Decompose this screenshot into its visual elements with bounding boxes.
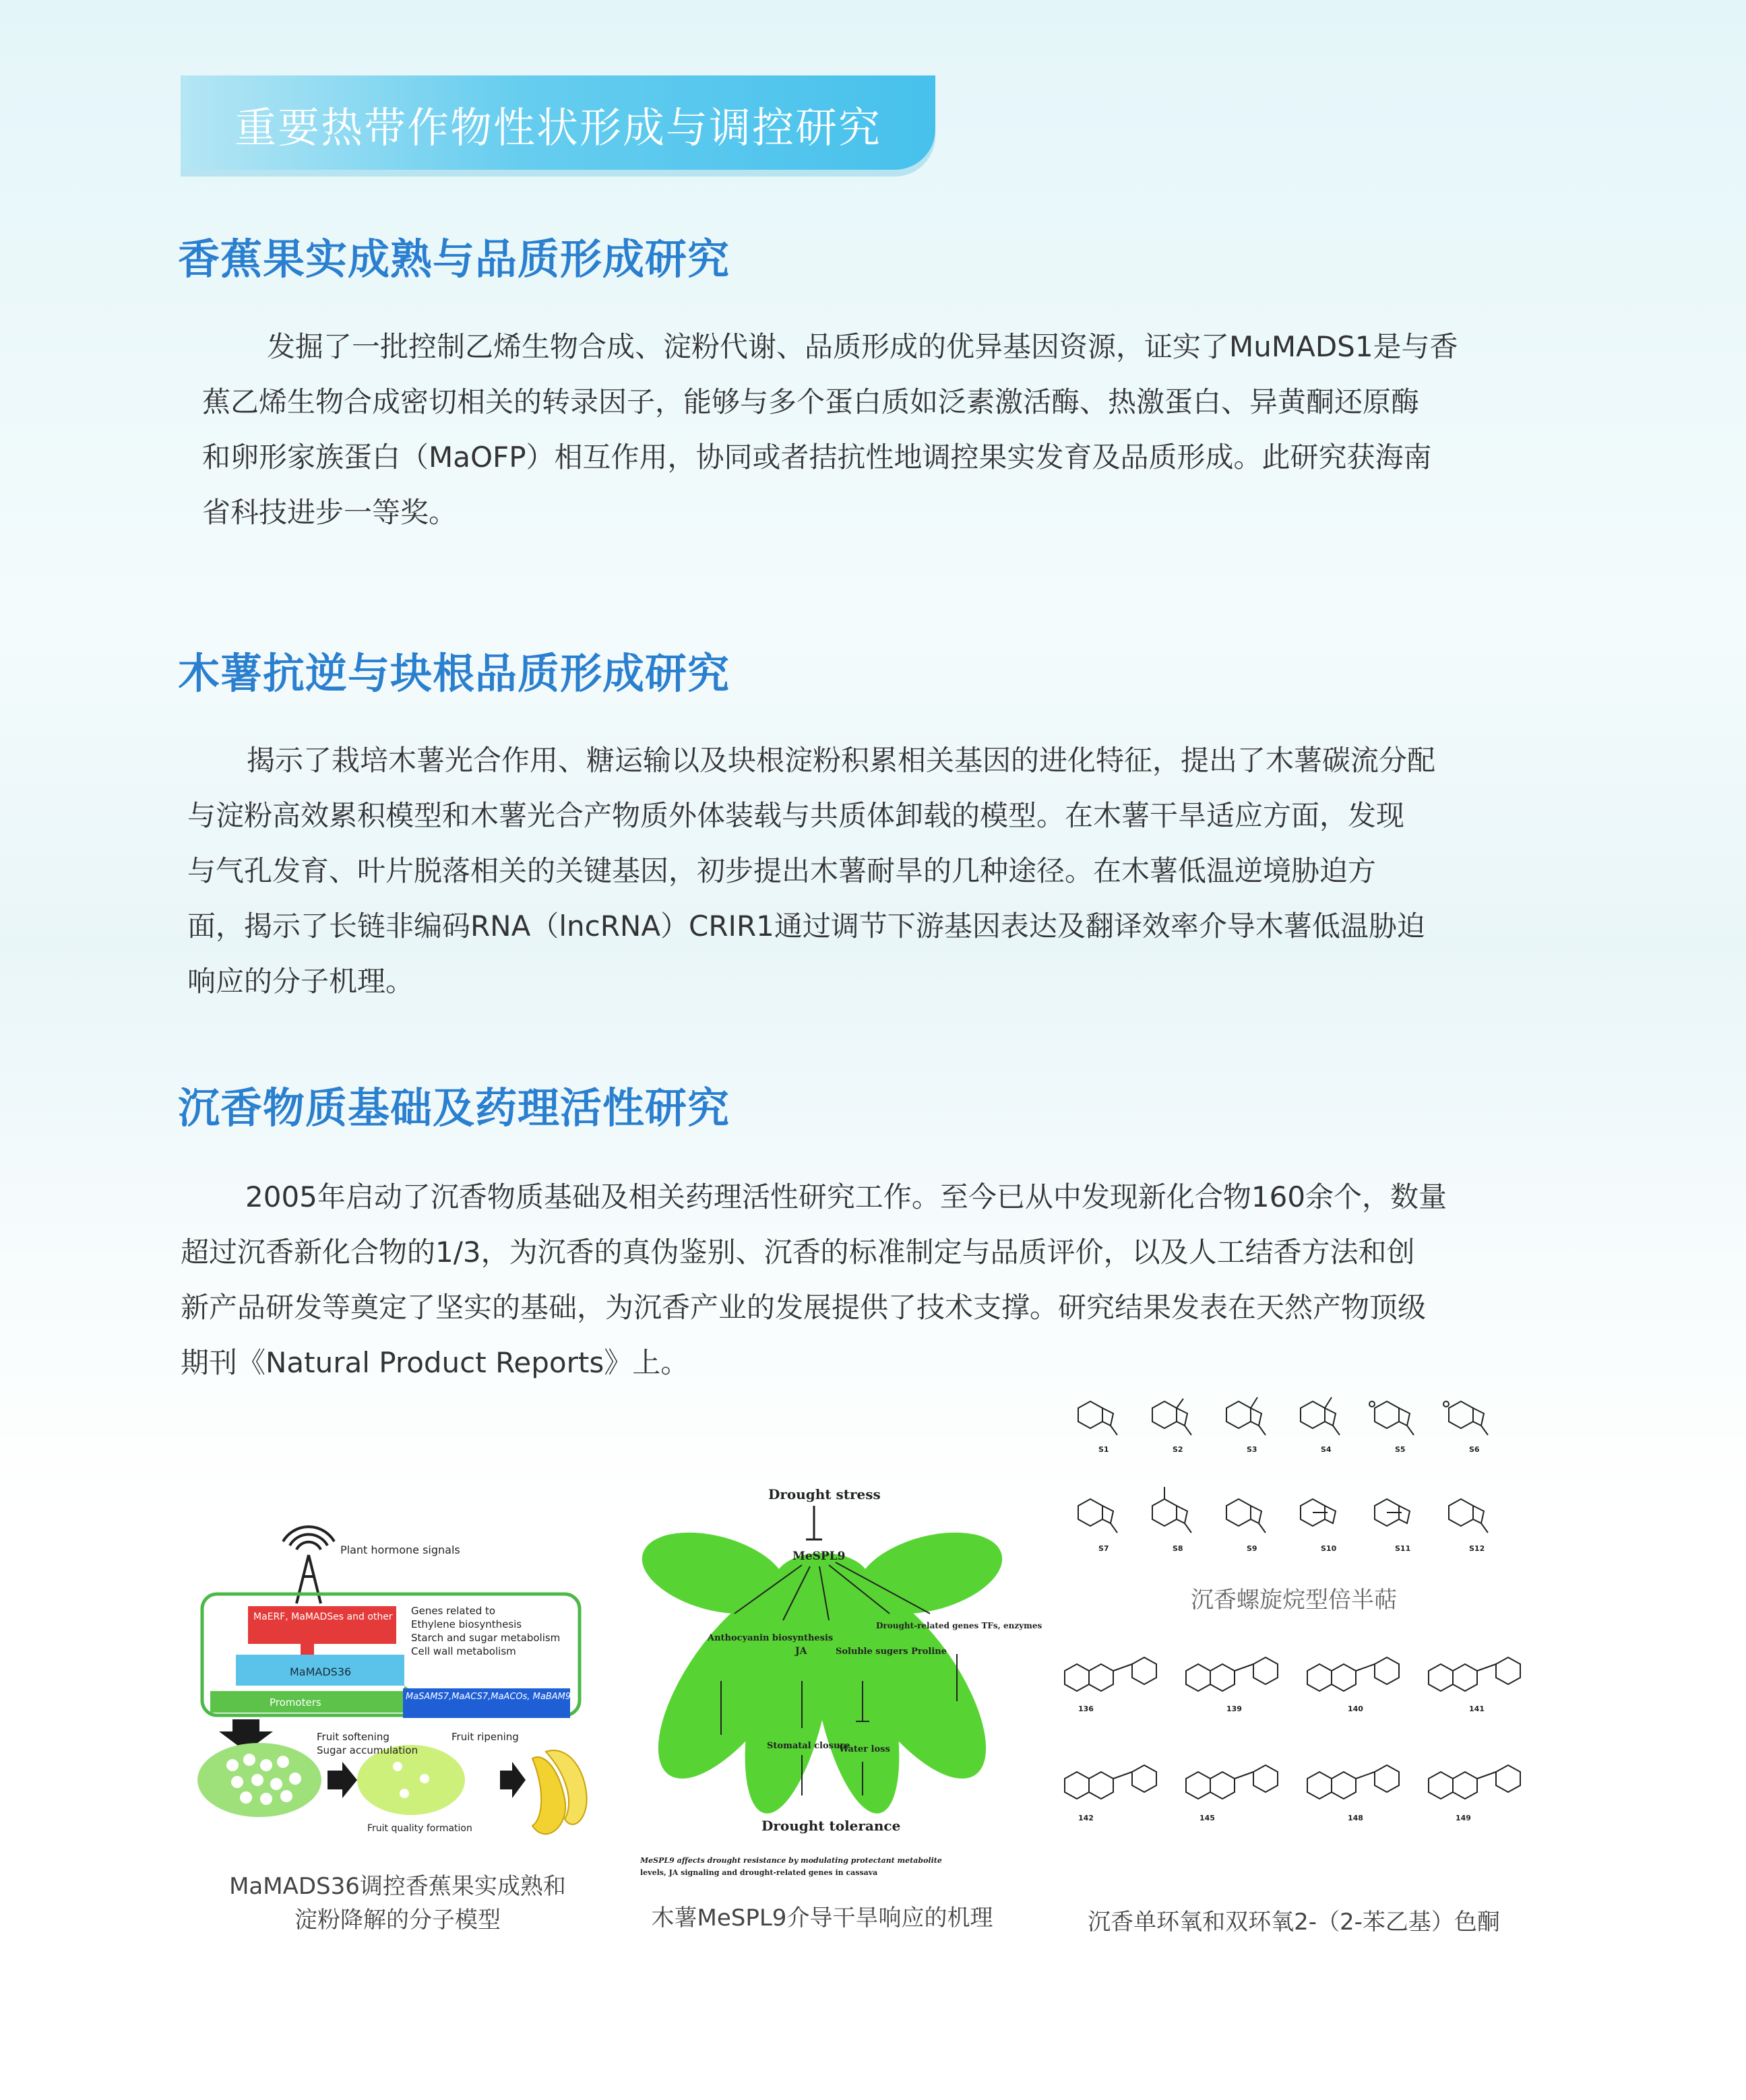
chromone-structures-figure <box>1051 1644 1536 1859</box>
structure-label: S1 <box>1098 1445 1109 1454</box>
banner-title: 重要热带作物性状形成与调控研究 <box>235 103 882 152</box>
gene-list: MaSAMS7,MaACS7,MaACOs, MaBAM9b, MaINVI, MaPG, etc. <box>406 1692 666 1702</box>
paragraph-line: 面，揭示了长链非编码RNA（lncRNA）CRIR1通过调节下游基因表达及翻译效率介导木薯低温胁迫 <box>187 910 1425 943</box>
signal-antenna-icon <box>283 1527 334 1603</box>
ripening-label: Fruit ripening <box>451 1731 519 1743</box>
heading-agarwood: 沉香物质基础及药理活性研究 <box>178 1083 730 1133</box>
sesquiterpene-structures-figure <box>1058 1374 1530 1570</box>
chromone-label: 142 <box>1078 1814 1094 1822</box>
caption-line: 淀粉降解的分子模型 <box>294 1907 501 1934</box>
paragraph-line: 蕉乙烯生物合成密切相关的转录因子，能够与多个蛋白质如泛素激活酶、热激蛋白、异黄酮还原酶 <box>202 385 1420 418</box>
sesquiterpene-caption: 沉香螺旋烷型倍半萜 <box>1191 1587 1397 1614</box>
stomatal-label: Stomatal closure <box>767 1741 850 1751</box>
paragraph-line: 响应的分子机理。 <box>187 965 414 998</box>
paragraph-line: 新产品研发等奠定了坚实的基础，为沉香产业的发展提供了技术支撑。研究结果发表在天然产物顶级 <box>181 1291 1427 1324</box>
sugar-label: Sugar accumulation <box>317 1744 418 1756</box>
heading-banana: 香蕉果实成熟与品质形成研究 <box>178 234 730 284</box>
promoters-label: Promoters <box>270 1696 321 1709</box>
genes-item: Starch and sugar metabolism <box>411 1632 561 1644</box>
drought-genes-label: Drought-related genes TFs, enzymes <box>876 1621 1042 1630</box>
structure-label: S12 <box>1469 1544 1485 1553</box>
chromone-label: 139 <box>1226 1705 1242 1713</box>
structure-label: S3 <box>1247 1445 1257 1454</box>
structure-label: S9 <box>1247 1544 1257 1553</box>
red-box-label: MaERF, MaMADSes and other proteins <box>253 1612 435 1622</box>
chromone-label: 140 <box>1348 1705 1363 1713</box>
paragraph-line: 2005年启动了沉香物质基础及相关药理活性研究工作。至今已从中发现新化合物160余个，数量 <box>245 1180 1447 1213</box>
structure-labels <box>1098 1445 1485 1553</box>
anthocyanin-label: Anthocyanin biosynthesis <box>708 1633 834 1643</box>
signal-label: Plant hormone signals <box>340 1544 460 1556</box>
paragraph-line: 省科技进步一等奖。 <box>202 496 458 529</box>
structure-label: S7 <box>1098 1544 1109 1553</box>
chromone-label: 148 <box>1348 1814 1363 1822</box>
chromone-label: 141 <box>1469 1705 1485 1713</box>
right-arrow-icon <box>500 1762 526 1798</box>
paragraph-line: 发掘了一批控制乙烯生物合成、淀粉代谢、品质形成的优异基因资源，证实了MuMADS1是与香 <box>267 330 1458 363</box>
cassava-caption: 木薯MeSPL9介导干旱响应的机理 <box>651 1905 993 1932</box>
chromone-label: 136 <box>1078 1705 1094 1713</box>
banana-model-figure <box>195 1529 666 1839</box>
figure-note: levels, JA signaling and drought-related genes in cassava <box>640 1868 878 1877</box>
quality-label: Fruit quality formation <box>367 1823 472 1834</box>
chromone-label: 145 <box>1199 1814 1215 1822</box>
paragraph-line: 与淀粉高效累积模型和木薯光合产物质外体装载与共质体卸载的模型。在木薯干旱适应方面，发现 <box>187 799 1405 832</box>
banana-icon <box>532 1750 587 1834</box>
genes-item: Ethylene biosynthesis <box>411 1618 522 1630</box>
paragraph-banana <box>202 319 1563 540</box>
paragraph-line: 和卵形家族蛋白（MaOFP）相互作用，协同或者拮抗性地调控果实发育及品质形成。此研究获海南 <box>202 441 1432 474</box>
genes-item: Cell wall metabolism <box>411 1645 516 1657</box>
drought-tolerance-label: Drought tolerance <box>761 1818 901 1834</box>
cassava-drought-figure <box>633 1479 1042 1883</box>
caption-line: MaMADS36调控香蕉果实成熟和 <box>229 1873 566 1900</box>
structure-drawings <box>1078 1397 1488 1533</box>
structure-label: S11 <box>1395 1544 1411 1553</box>
structure-label: S5 <box>1395 1445 1406 1454</box>
blue-box-label: MaMADS36 <box>290 1665 352 1678</box>
paragraph-line: 期刊《Natural Product Reports》上。 <box>181 1346 689 1379</box>
structure-label: S8 <box>1173 1544 1183 1553</box>
right-arrow-icon <box>328 1762 357 1798</box>
banana-caption <box>175 1870 620 1937</box>
section-banner <box>181 75 935 170</box>
chromone-label: 149 <box>1456 1814 1471 1822</box>
drought-stress-title: Drought stress <box>768 1486 881 1502</box>
figure-note: MeSPL9 affects drought resistance by modulating protectant metabolite <box>640 1856 942 1865</box>
chromone-drawings <box>1065 1657 1520 1799</box>
chromone-labels <box>1078 1705 1485 1822</box>
paragraph-agarwood <box>181 1170 1562 1391</box>
heading-cassava: 木薯抗逆与块根品质形成研究 <box>178 649 730 698</box>
structure-label: S6 <box>1469 1445 1480 1454</box>
softening-label: Fruit softening <box>317 1731 389 1743</box>
chromone-caption: 沉香单环氧和双环氧2-（2-苯乙基）色酮 <box>1088 1909 1500 1936</box>
structure-label: S10 <box>1321 1544 1337 1553</box>
paragraph-line: 与气孔发育、叶片脱落相关的关键基因，初步提出木薯耐旱的几种途径。在木薯低温逆境胁迫方 <box>187 854 1377 887</box>
structure-label: S2 <box>1173 1445 1183 1454</box>
gene-label: MeSPL9 <box>792 1550 846 1563</box>
paragraph-line: 揭示了栽培木薯光合作用、糖运输以及块根淀粉积累相关基因的进化特征，提出了木薯碳流分配 <box>247 744 1436 777</box>
paragraph-line: 超过沉香新化合物的1/3，为沉香的真伪鉴别、沉香的标准制定与品质评价，以及人工结香方法和创 <box>181 1236 1415 1269</box>
paragraph-cassava <box>187 733 1562 1009</box>
water-loss-label: Water loss <box>839 1744 890 1754</box>
genes-title: Genes related to <box>411 1605 496 1617</box>
structure-label: S4 <box>1321 1445 1332 1454</box>
sugars-label: Soluble sugers Proline <box>836 1647 947 1657</box>
ja-label: JA <box>795 1646 807 1657</box>
